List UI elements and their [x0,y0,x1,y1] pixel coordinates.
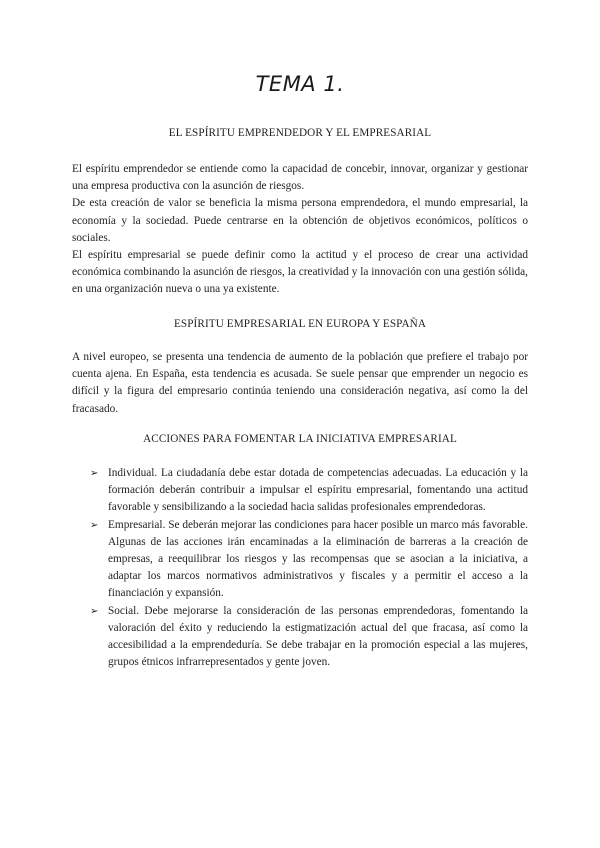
arrow-bullet-icon: ➢ [90,519,99,531]
section-heading-espiritu-emprendedor: EL ESPÍRITU EMPRENDEDOR Y EL EMPRESARIAL [168,127,432,139]
list-item [90,517,528,603]
list-item-text: Individual. La ciudadanía debe estar dotada de competencias adecuadas. La educación y la formación deberán contribuir a impulsar el espíritu empresarial, fomentando una actitud favorable y sensibilizando a la sociedad hacia salidas profesionales emprendedoras. [108,467,528,514]
list-item-text: Empresarial. Se deberán mejorar las condiciones para hacer posible un marco más favorable. Algunas de las acciones irán encaminadas a la eliminación de barreras a la creación de empresas, a reequilibrar los riesgos y las recompensas que se asocian a la iniciativa, a adaptar los marcos normativos administrativos y fiscales y a permitir el acceso a la financiación y expansión. [108,518,528,600]
section-body-espiritu-emprendedor [72,161,528,299]
list-item [90,465,528,517]
arrow-bullet-icon: ➢ [90,605,99,617]
paragraph: El espíritu empresarial se puede definir como la actitud y el proceso de crear una actividad económica combinando la asunción de riesgos, la creatividad y la innovación con una gestión sólida, en una organización nueva o una ya existente. [72,249,528,296]
section-heading-acciones: ACCIONES PARA FOMENTAR LA INICIATIVA EMPRESARIAL [143,433,457,445]
paragraph: De esta creación de valor se beneficia la misma persona emprendedora, el mundo empresarial, la economía y la sociedad. Puede centrarse en la obtención de objetivos económicos, políticos o sociales. [72,197,528,244]
paragraph: A nivel europeo, se presenta una tendencia de aumento de la población que prefiere el trabajo por cuenta ajena. En España, esta tendencia es acusada. Se suele pensar que emprender un negocio es difícil y la figura del empresario continúa teniendo una consideración negativa, así como la del fracasado. [72,351,528,415]
list-item [90,603,528,672]
arrow-bullet-icon: ➢ [90,468,99,479]
section-heading-europa-espana: ESPÍRITU EMPRESARIAL EN EUROPA Y ESPAÑA [173,318,427,330]
paragraph: El espíritu emprendedor se entiende como la capacidad de concebir, innovar, organizar y gestionar una empresa productiva con la asunción de riesgos. [72,163,528,193]
page-title: TEMA 1. [255,72,345,96]
actions-list [90,465,528,671]
section-body-europa-espana [72,349,528,418]
list-item-text: Social. Debe mejorarse la consideración de las personas emprendedoras, fomentando la valoración del éxito y reduciendo la estigmatización actual del que fracasa, así como la accesibilidad a la emprendeduría. Se debe trabajar en la promoción especial a las mujeres, grupos étnicos infrarrepresentados y gente joven. [108,604,528,669]
